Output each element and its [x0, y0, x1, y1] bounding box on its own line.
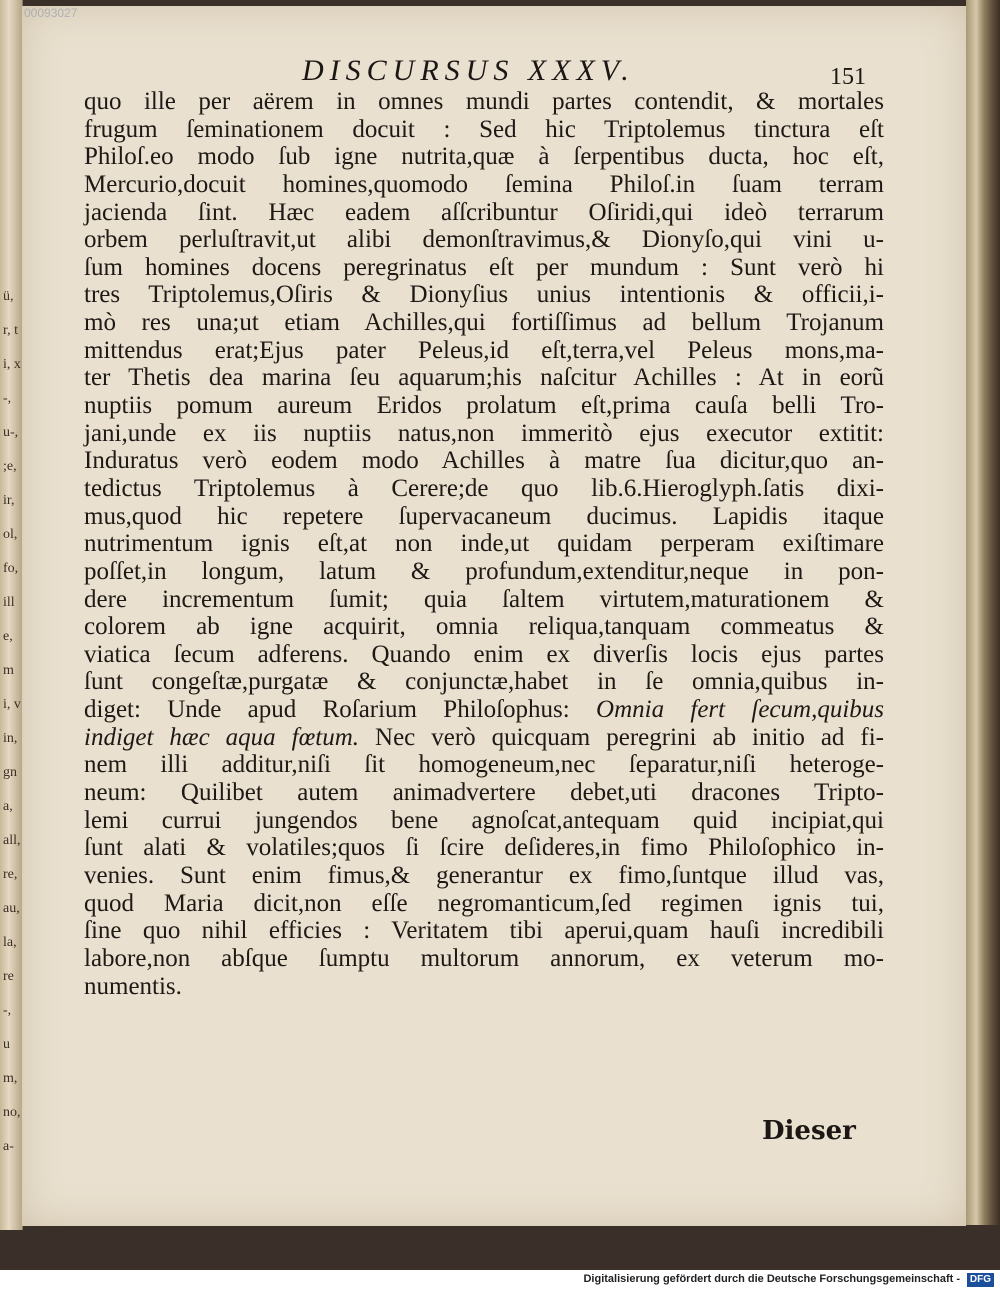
- text-run: diget: Unde apud Roſarium Philoſophus:: [84, 696, 597, 724]
- dfg-logo-icon: DFG: [967, 1273, 994, 1287]
- text-line: ſunt congeſtæ,purgatæ & conjunctæ,habet in ſe omnia,quibus in-: [84, 668, 884, 696]
- text-line: ſum homines docens peregrinatus eſt per mundum : Sunt verò hi: [84, 253, 884, 281]
- funding-notice: Digitalisierung gefördert durch die Deutsche Forschungsgemeinschaft -: [583, 1273, 960, 1285]
- text-line: colorem ab igne acquirit, omnia reliqua,tanquam commeatus &: [84, 613, 884, 641]
- running-head: DISCURSUS XXXV.: [302, 54, 635, 87]
- text-line: quo ille per aërem in omnes mundi partes contendit, & mortales: [84, 88, 884, 115]
- text-line: jani,unde ex iis nuptiis natus,non immeritò ejus executor extitit:: [84, 419, 884, 447]
- italic-quote: indiget hæc aqua fœtum.: [84, 723, 376, 751]
- text-line: ſunt alati & volatiles;quos ſi ſcire deſideres,in fimo Philoſophico in-: [84, 834, 884, 862]
- text-line: mus,quod hic repetere ſupervacaneum ducimus. Lapidis itaque: [84, 502, 884, 530]
- page-number: 151: [830, 64, 866, 90]
- text-line: nuptiis pomum aureum Eridos prolatum eſt,prima cauſa belli Tro-: [84, 392, 884, 420]
- book-edge: [966, 0, 1000, 1225]
- text-line: tres Triptolemus,Oſiris & Dionyſius unius intentionis & officii,i-: [84, 281, 884, 309]
- reel-code: 00093027: [24, 6, 78, 20]
- text-line: Induratus verò eodem modo Achilles à matre ſua dicitur,quo an-: [84, 447, 884, 475]
- text-line: jacienda ſint. Hæc eadem aſſcribuntur Oſiridi,qui ideò terrarum: [84, 198, 884, 226]
- text-line: nem illi additur,niſi ſit homogeneum,nec ſeparatur,niſi heteroge-: [84, 751, 884, 779]
- text-line: Mercurio,docuit homines,quomodo ſemina Philoſ.in ſuam terram: [84, 170, 884, 198]
- text-line: mittendus erat;Ejus pater Peleus,id eſt,terra,vel Peleus mons,ma-: [84, 336, 884, 364]
- text-line: ter Thetis dea marina ſeu aquarum;his naſcitur Achilles : At in eorũ: [84, 364, 884, 392]
- text-line: poſſet,in longum, latum & profundum,extenditur,neque in pon-: [84, 557, 884, 585]
- text-line: viatica ſecum adferens. Quando enim ex diverſis locis ejus partes: [84, 640, 884, 668]
- text-line: mò res una;ut etiam Achilles,qui fortiſſimus ad bellum Trojanum: [84, 309, 884, 337]
- body-text: [84, 88, 884, 1000]
- text-line: lemi currui jungendos bene agnoſcat,antequam quid incipiat,qui: [84, 806, 884, 834]
- text-line: [84, 696, 884, 724]
- text-line: frugum ſeminationem docuit : Sed hic Triptolemus tinctura eſt: [84, 115, 884, 143]
- text-line: quod Maria dicit,non eſſe negromanticum,ſed regimen ignis tui,: [84, 889, 884, 917]
- text-line: neum: Quilibet autem animadvertere debet,uti dracones Tripto-: [84, 779, 884, 807]
- italic-quote: Omnia fert ſecum,quibus: [596, 696, 884, 724]
- text-line: nutrimentum ignis eſt,at non inde,ut quidam perperam exiſtimare: [84, 530, 884, 558]
- book-page: [22, 6, 966, 1226]
- text-line: ſine quo nihil efficies : Veritatem tibi aperui,quam hauſi incredibili: [84, 917, 884, 945]
- catchword: Dieser: [762, 1116, 856, 1146]
- text-line: venies. Sunt enim fimus,& generantur ex fimo,ſuntque illud vas,: [84, 861, 884, 889]
- text-line: tedictus Triptolemus à Cerere;de quo lib.6.Hieroglyph.ſatis dixi-: [84, 474, 884, 502]
- text-run: Nec verò quicquam peregrini ab initio ad fi-: [375, 723, 884, 751]
- text-line: Philoſ.eo modo ſub igne nutrita,quæ à ſerpentibus ducta, hoc eſt,: [84, 143, 884, 171]
- text-line: numentis.: [84, 972, 182, 1000]
- text-line: labore,non abſque ſumptu multorum annorum, ex veterum mo-: [84, 944, 884, 972]
- left-margin-fragments: ü, r, ti, x-, u-, ;e, ir, ol, fo, ille, mi, vin, gna, all, re, au, la, re-, um, no, a-: [3, 289, 21, 1154]
- text-line: [84, 724, 884, 752]
- text-line: orbem perluſtravit,ut alibi demonſtravimus,& Dionyſo,qui vini u-: [84, 226, 884, 254]
- text-line: dere incrementum ſumit; quia ſaltem virtutem,maturationem &: [84, 585, 884, 613]
- footer-bar: [0, 1270, 1000, 1290]
